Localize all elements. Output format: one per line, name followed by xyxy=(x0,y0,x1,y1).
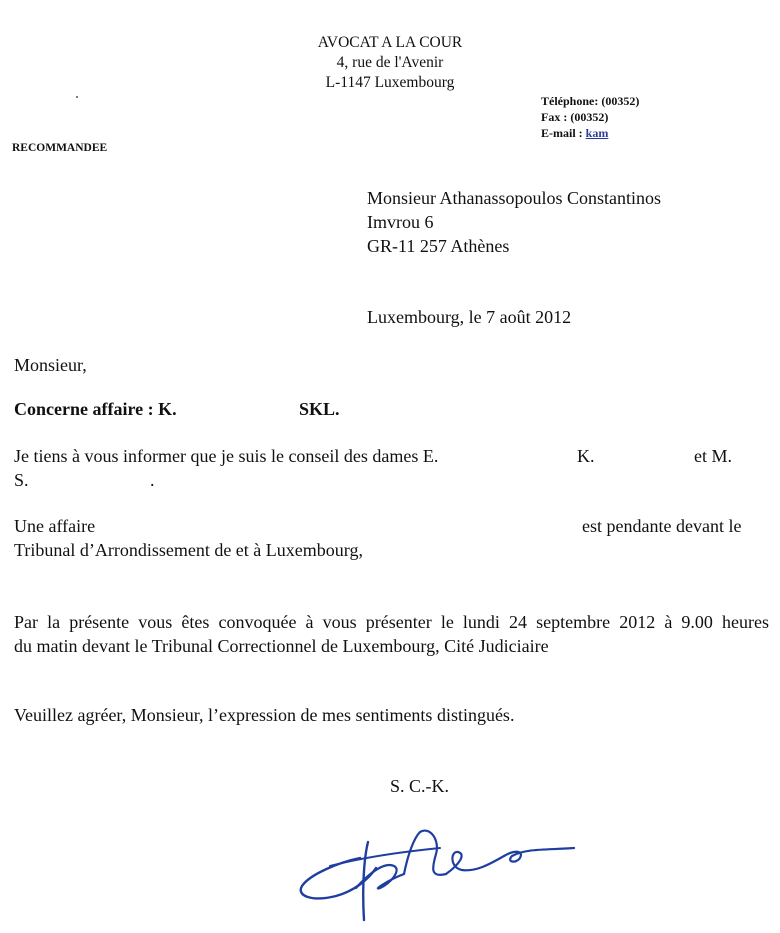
contact-email xyxy=(541,126,608,141)
handwritten-signature xyxy=(290,818,590,928)
paragraph3-line2: du matin devant le Tribunal Correctionnel de Luxembourg, Cité Judiciaire xyxy=(14,636,549,656)
recipient-street: Imvrou 6 xyxy=(367,212,434,232)
contact-fax: Fax : (00352) xyxy=(541,110,609,124)
letterhead-city: L-1147 Luxembourg xyxy=(325,74,455,91)
contact-phone: Téléphone: (00352) xyxy=(541,94,640,108)
paragraph2-line2: Tribunal d’Arrondissement de et à Luxembourg, xyxy=(14,540,363,560)
scan-speck xyxy=(76,96,78,98)
subject-party: SKL. xyxy=(299,399,340,419)
signature-name: S. C.-K. xyxy=(390,776,450,796)
subject-label: Concerne affaire : K. xyxy=(14,399,177,419)
paragraph2-end: est pendante devant le xyxy=(582,516,742,536)
salutation: Monsieur, xyxy=(14,355,87,375)
recipient-city: GR-11 257 Athènes xyxy=(367,236,510,256)
closing-formula: Veuillez agréer, Monsieur, l’expression de mes sentiments distingués. xyxy=(14,705,515,725)
paragraph1-line2-dot: . xyxy=(150,470,155,490)
recipient-name: Monsieur Athanassopoulos Constantinos xyxy=(367,188,662,208)
contact-email-label: E-mail : xyxy=(541,126,583,140)
paragraph1-name-k: K. xyxy=(577,446,595,466)
date-line: Luxembourg, le 7 août 2012 xyxy=(367,307,572,327)
paragraph1-name-m: et M. xyxy=(694,446,732,466)
mail-type: RECOMMANDEE xyxy=(12,142,108,154)
paragraph1-line2-s: S. xyxy=(14,470,29,490)
letterhead-street: 4, rue de l'Avenir xyxy=(336,54,444,71)
letterhead-title: AVOCAT A LA COUR xyxy=(317,34,463,51)
paragraph3-line1: Par la présente vous êtes convoquée à vous présenter le lundi 24 septembre 2012 à 9.00 heures xyxy=(14,612,769,632)
paragraph1-line1: Je tiens à vous informer que je suis le conseil des dames E. xyxy=(14,446,439,466)
email-link[interactable]: kam xyxy=(585,126,609,140)
paragraph2-start: Une affaire xyxy=(14,516,96,536)
